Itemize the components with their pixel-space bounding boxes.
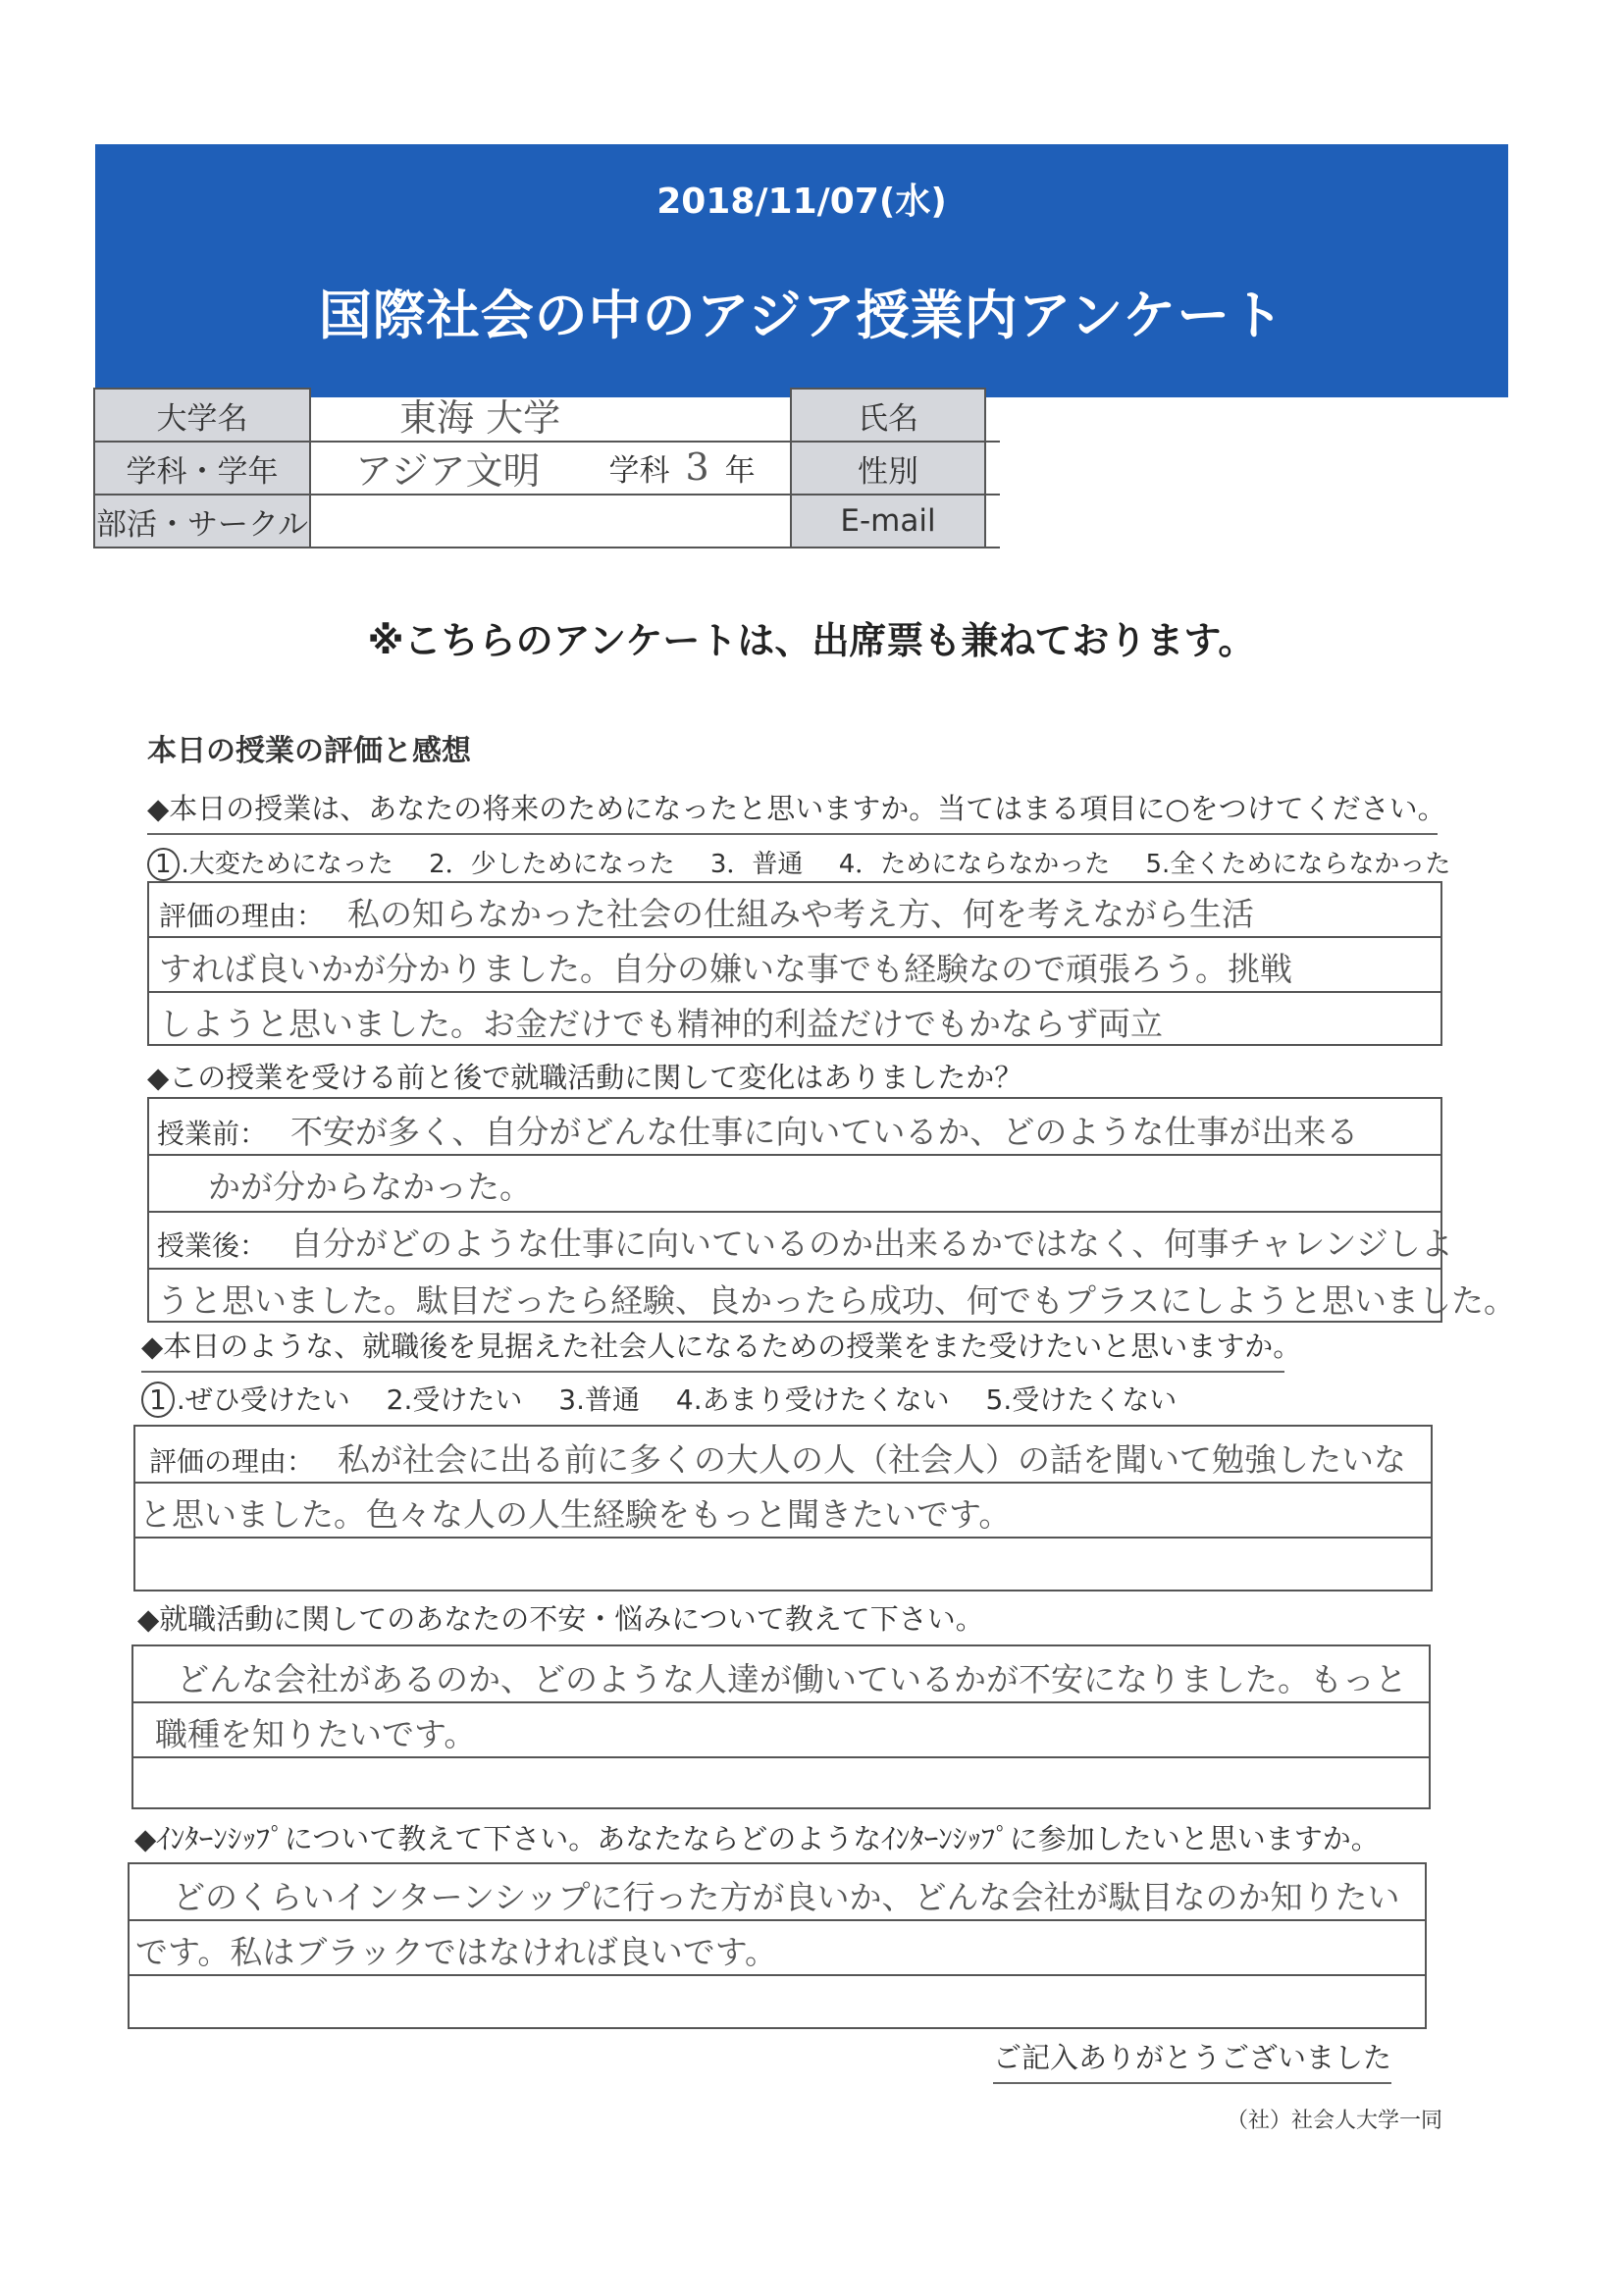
q2-before-line-1: 不安が多く、自分がどんな仕事に向いているか、どのような仕事が出来る: [290, 1113, 1359, 1151]
q3-option-1[interactable]: .ぜひ受けたい: [176, 1383, 350, 1416]
department-label: 学科・学年: [93, 441, 311, 496]
q1-answer-line-3: しようと思いました。お金だけでも精神的利益だけでもかならず両立: [159, 1005, 1163, 1043]
survey-title: 国際社会の中のアジア授業内アンケート: [318, 285, 1285, 346]
email-field[interactable]: [986, 494, 1000, 548]
q4-question: ◆就職活動に関してのあなたの不安・悩みについて教えて下さい。: [137, 1602, 984, 1636]
department-field[interactable]: [311, 441, 790, 496]
q2-before-line-2: かが分からなかった。: [208, 1168, 532, 1206]
gender-field[interactable]: [986, 441, 1000, 496]
department-value: アジア文明: [355, 448, 541, 493]
survey-header: [95, 144, 1508, 397]
q4-answer-line-1: どんな会社があるのか、どのような人達が働いているかが不安になりました。もっと: [177, 1660, 1407, 1698]
q3-answer-line-2: と思いました。色々な人の人生経験をもっと聞きたいです。: [139, 1495, 1012, 1534]
club-label: 部活・サークル: [93, 494, 311, 548]
q1-options: [147, 844, 1450, 881]
university-field[interactable]: [311, 388, 790, 443]
q1-answer-line-2: すれば良いかが分かりました。自分の嫌いな事でも経験なので頑張ろう。挑戦: [159, 950, 1292, 988]
q1-reason-label: 評価の理由：: [159, 900, 325, 932]
q3-answer-box[interactable]: [133, 1425, 1433, 1592]
q4-answer-line-2: 職種を知りたいです。: [155, 1715, 477, 1753]
q1-answer-line-1: 私の知らなかった社会の仕組みや考え方、何を考えながら生活: [347, 895, 1255, 933]
q5-question: ◆ｲﾝﾀｰﾝｼｯﾌﾟについて教えて下さい。あなたならどのようなｲﾝﾀｰﾝｼｯﾌﾟに参加したいと思いますか。: [134, 1822, 1380, 1855]
survey-date: 2018/11/07(水): [656, 182, 947, 222]
university-label: 大学名: [93, 388, 311, 443]
gender-label: 性別: [790, 441, 986, 496]
attendance-notice: ※こちらのアンケートは、出席票も兼ねております。: [367, 619, 1256, 662]
q3-question: ◆本日のような、就職後を見据えた社会人になるための授業をまた受けたいと思いますか。: [141, 1325, 1284, 1373]
name-field[interactable]: [986, 388, 1000, 443]
q1-option-5[interactable]: 5.全くためにならなかった: [1145, 850, 1451, 879]
department-suffix: 学科: [608, 452, 670, 489]
name-label: 氏名: [790, 388, 986, 443]
section-title: 本日の授業の評価と感想: [147, 734, 471, 768]
q3-option-3[interactable]: 3.普通: [558, 1383, 640, 1416]
thanks-message: ご記入ありがとうございました: [993, 2036, 1391, 2084]
year-value: 3: [685, 445, 709, 489]
q2-after-line-1: 自分がどのような仕事に向いているのか出来るかではなく、何事チャレンジしよ: [290, 1225, 1453, 1263]
organization-signature: （社）社会人大学一同: [1227, 2109, 1443, 2133]
q1-question: ◆本日の授業は、あなたの将来のためになったと思いますか。当てはまる項目に○をつけてください。: [147, 787, 1438, 835]
q2-answer-box[interactable]: [147, 1097, 1517, 1323]
q2-after-label: 授業後：: [157, 1229, 268, 1262]
q3-option-4[interactable]: 4.あまり受けたくない: [675, 1383, 950, 1416]
q2-after-line-2: うと思いました。駄目だったら経験、良かったら成功、何でもプラスにしようと思いました。: [157, 1281, 1517, 1320]
q3-answer-line-1: 私が社会に出る前に多くの大人の人（社会人）の話を聞いて勉強したいな: [338, 1440, 1407, 1479]
q5-answer-line-1: どのくらいインターンシップに行った方が良いか、どんな会社が駄目なのか知りたい: [173, 1878, 1400, 1916]
q1-answer-box[interactable]: [147, 881, 1442, 1046]
q3-option-2[interactable]: 2.受けたい: [386, 1383, 523, 1416]
q1-option-4[interactable]: 4．ためにならなかった: [838, 850, 1111, 879]
q2-before-label: 授業前：: [157, 1118, 268, 1150]
q1-option-1[interactable]: .大変ためになった: [181, 850, 393, 879]
q1-option-2[interactable]: 2．少しためになった: [429, 850, 675, 879]
q1-option-3[interactable]: 3．普通: [709, 850, 804, 879]
q1-option-1-circled[interactable]: 1: [147, 848, 180, 881]
year-suffix: 年: [724, 452, 756, 489]
q3-reason-label: 評価の理由：: [149, 1445, 315, 1478]
q2-question: ◆この授業を受ける前と後で就職活動に関して変化はありましたか？: [147, 1061, 1023, 1094]
club-field[interactable]: [311, 494, 790, 548]
q3-options: [141, 1379, 1177, 1418]
university-value: 東海 大学: [399, 395, 561, 440]
q3-option-5[interactable]: 5.受けたくない: [985, 1383, 1178, 1416]
email-label: E-mail: [790, 494, 986, 548]
q3-option-1-circled[interactable]: 1: [141, 1382, 175, 1418]
q5-answer-box[interactable]: [128, 1862, 1427, 2029]
q5-answer-line-2: です。私はブラックではなければ良いです。: [135, 1933, 778, 1971]
q4-answer-box[interactable]: [131, 1644, 1431, 1809]
